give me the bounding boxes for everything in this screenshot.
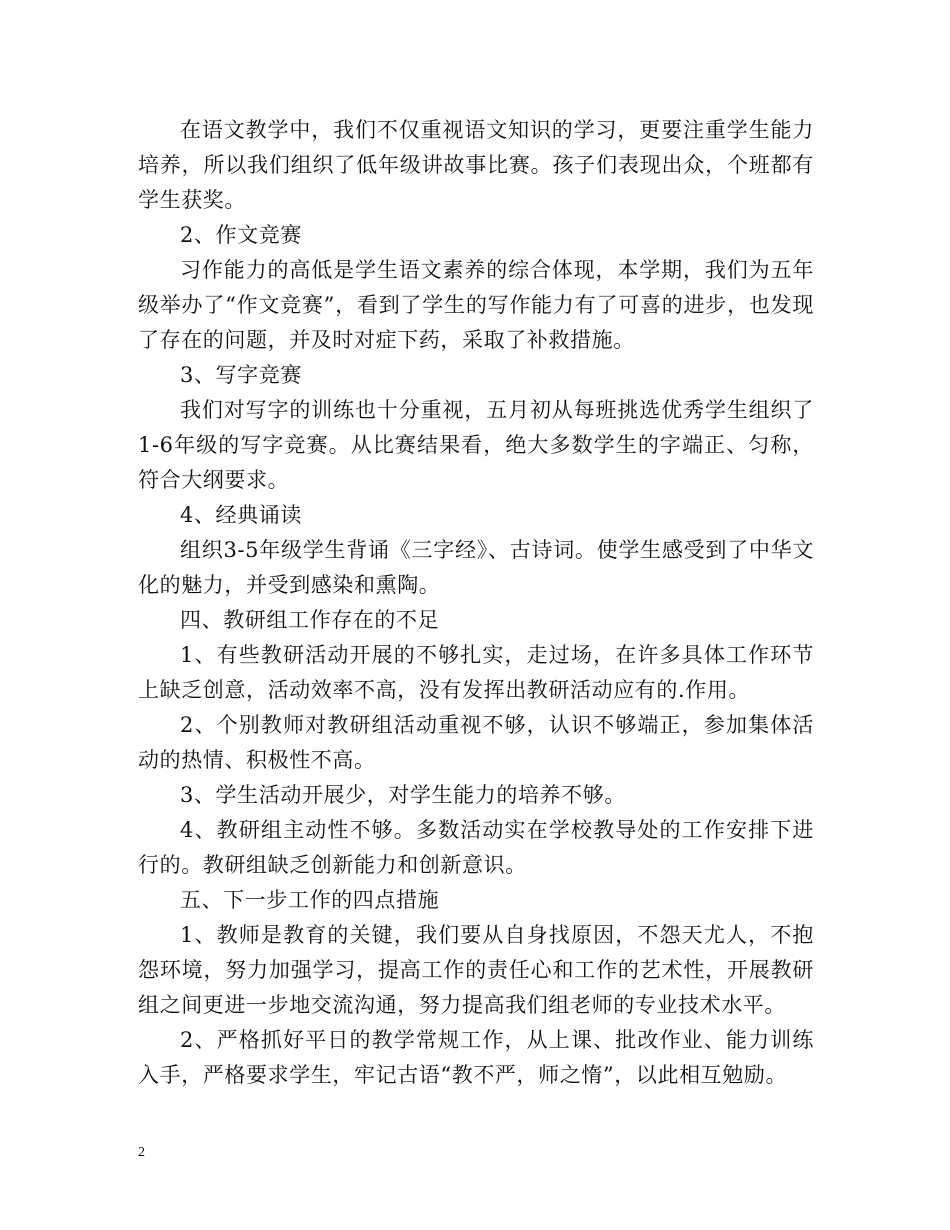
paragraph: 1、教师是教育的关键，我们要从自身找原因，不怨天尤人，不抱怨环境，努力加强学习，提高工作的责任心和工作的艺术性，开展教研组之间更进一步地交流沟通，努力提高我们组老师的专业技术水平。 — [138, 923, 814, 1017]
paragraph: 我们对写字的训练也十分重视，五月初从每班挑选优秀学生组织了1-6年级的写字竞赛。从比赛结果看，绝大多数学生的字端正、匀称，符合大纲要求。 — [138, 398, 814, 492]
paragraph: 2、严格抓好平日的教学常规工作，从上课、批改作业、能力训练入手，严格要求学生，牢记古语“教不严，师之惰”，以此相互勉励。 — [138, 1028, 814, 1087]
section-heading: 3、写字竞赛 — [180, 363, 302, 387]
paragraph: 组织3-5年级学生背诵《三字经》、古诗词。使学生感受到了中华文化的魅力，并受到感染和熏陶。 — [138, 538, 814, 597]
page-number: 2 — [138, 1145, 145, 1160]
body-text — [138, 113, 814, 1093]
paragraph: 在语文教学中，我们不仅重视语文知识的学习，更要注重学生能力培养，所以我们组织了低年级讲故事比赛。孩子们表现出众，个班都有学生获奖。 — [138, 118, 814, 212]
section-heading: 4、经典诵读 — [180, 503, 302, 527]
section-heading: 五、下一步工作的四点措施 — [180, 888, 440, 912]
section-heading: 2、作文竞赛 — [180, 223, 302, 247]
paragraph: 4、教研组主动性不够。多数活动实在学校教导处的工作安排下进行的。教研组缺乏创新能力和创新意识。 — [138, 818, 814, 877]
paragraph: 1、有些教研活动开展的不够扎实，走过场，在许多具体工作环节上缺乏创意，活动效率不高，没有发挥出教研活动应有的.作用。 — [138, 643, 814, 702]
paragraph: 2、个别教师对教研组活动重视不够，认识不够端正，参加集体活动的热情、积极性不高。 — [138, 713, 814, 772]
paragraph: 习作能力的高低是学生语文素养的综合体现，本学期，我们为五年级举办了“作文竞赛”，看到了学生的写作能力有了可喜的进步，也发现了存在的问题，并及时对症下药，采取了补救措施。 — [138, 258, 814, 352]
paragraph: 3、学生活动开展少，对学生能力的培养不够。 — [180, 783, 626, 807]
section-heading: 四、教研组工作存在的不足 — [180, 608, 440, 632]
